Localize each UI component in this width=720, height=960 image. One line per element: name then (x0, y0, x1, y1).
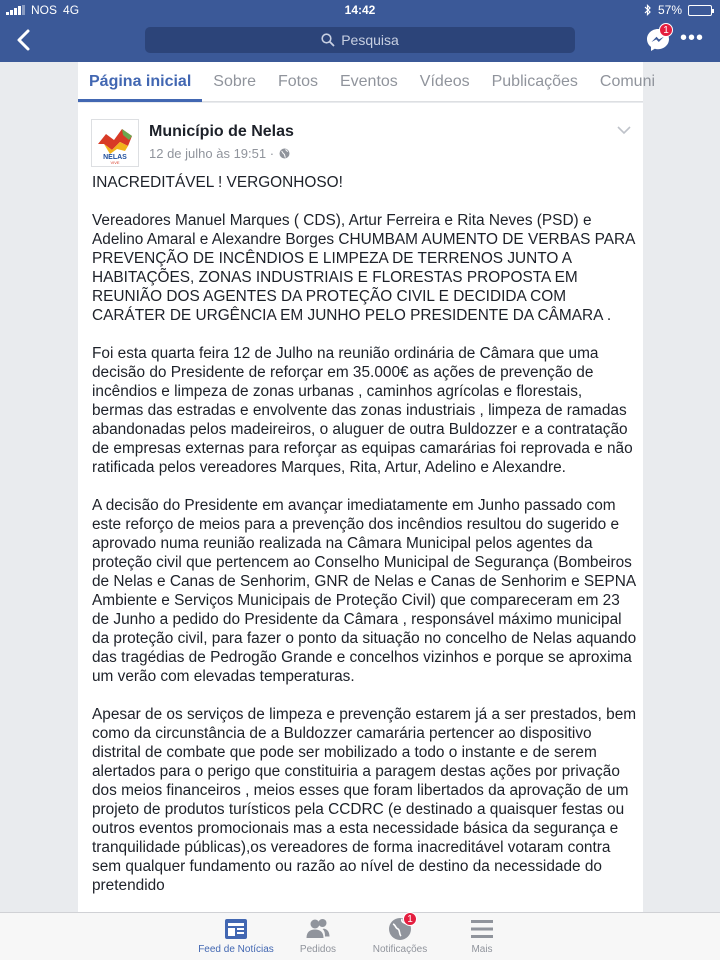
page-tabs (78, 62, 656, 102)
post-paragraph: Vereadores Manuel Marques ( CDS), Artur Ferreira e Rita Neves (PSD) e Adelino Amaral e Alexandre Borges CHUMBAM AUMENTO DE VERBAS PARA PREVENÇÃO DE INCÊNDIOS E LIMPEZA DE TERRENOS JUNTO A HABITAÇÕES, ZONAS INDUSTRIAIS E FLORESTAS PROPOSTA EM REUNIÃO DOS AGENTES DA PROTEÇÃO CIVIL E DECIDIDA COM CARÁTER DE URGÊNCIA EM JUNHO PELO PRESIDENTE DA CÂMARA . (92, 212, 635, 324)
post-paragraph: Foi esta quarta feira 12 de Julho na reunião ordinária de Câmara que uma decisão do Presidente de reforçar em 35.000€ as ações de prevenção de incêndios e limpeza de zonas urbanas , caminhos agrícolas e florestais, bermas das estradas e envolvente das zonas industriais , limpeza de ramadas abandonadas pelos madeireiros, o aluguer de outra Buldozzer e a contratação de empresas externas para reforçar as equipas camarárias foi reprovada e não ratificada pelos vereadores Marques, Rita, Artur, Adelino e Alexandre. (92, 345, 633, 476)
post-paragraph: Apesar de os serviços de limpeza e prevenção estarem já a ser prestados, bem como da circunstância de a Buldozzer camarária pertencer ao dispositivo distrital de combate que pode ser mobilizado a todo o instante e de serem alertados para o perigo que constituiria a paragem destas ações por privação dos meios financeiros , meios esses que foram libertados da aprovação de um projeto de produtos turísticos pela CCDRC (e destinado a quaisquer festas ou outros eventos promocionais mas a esta necessidade básica da segurança e tranquilidade públicas),os vereadores de forma inacreditável votaram contra sem qualquer fundamento ou razão ao nível de destino da necessidade do pretendido (92, 706, 637, 894)
tab-photos[interactable]: Fotos (277, 73, 318, 90)
bottom-tab-notifications[interactable] (355, 916, 445, 955)
tab-about[interactable]: Sobre (213, 73, 256, 90)
post-paragraph: INACREDITÁVEL ! VERGONHOSO! (92, 174, 343, 191)
search-placeholder: Pesquisa (341, 32, 399, 48)
battery-icon (688, 5, 712, 16)
public-globe-icon (279, 148, 290, 159)
top-navigation-bar (0, 0, 720, 62)
tab-community[interactable]: Comuni (599, 73, 656, 90)
carrier-label: NOS (31, 3, 58, 17)
tab-home[interactable]: Página inicial (78, 62, 202, 102)
tab-events[interactable]: Eventos (339, 73, 398, 90)
tab-videos[interactable]: Vídeos (419, 73, 470, 90)
news-feed-icon (223, 916, 249, 942)
messenger-button[interactable] (645, 27, 671, 53)
menu-icon (469, 916, 495, 942)
page-avatar[interactable] (91, 119, 139, 167)
bottom-tab-label: Feed de Notícias (198, 944, 274, 955)
post-paragraph: A decisão do Presidente em avançar imediatamente em Junho passado com este reforço de meios para a prevenção dos incêndios resultou do sugerido e aprovado numa reunião realizada na Câmara Municipal pelos agentes da proteção civil que pertencem ao Conselho Municipal de Segurança (Bombeiros de Nelas e Canas de Senhorim, GNR de Nelas e Canas de Senhorim e SEPNA Ambiente e Serviços Municipais de Proteção Civil) que compareceram em 23 de Junho a pedido do Presidente da Câmara , responsável máximo municipal da proteção civil, para fazer o ponto da situação no concelho de Nelas aquando das tragédias de Pedrogão Grande e concelhos vizinhos e porque se aproxima um verão com elevadas temperaturas. (92, 497, 637, 685)
bottom-tab-more[interactable] (437, 916, 527, 955)
nelas-logo-icon (92, 120, 138, 166)
logo-subtext: VIVE (110, 160, 120, 165)
bottom-tab-bar (0, 912, 720, 960)
bottom-tab-label: Pedidos (299, 944, 337, 955)
tab-posts[interactable]: Publicações (491, 73, 578, 90)
battery-percent: 57% (657, 3, 682, 17)
post-meta (149, 146, 290, 161)
post-text (92, 173, 637, 914)
post-card (78, 103, 643, 918)
search-input[interactable] (145, 27, 575, 53)
status-bar (0, 0, 720, 20)
notifications-badge: 1 (403, 912, 417, 926)
notifications-icon-wrap (387, 916, 413, 942)
bottom-tab-news-feed[interactable] (191, 916, 281, 955)
bottom-tab-requests[interactable] (273, 916, 363, 955)
messenger-badge: 1 (659, 23, 673, 37)
back-arrow-icon[interactable] (12, 26, 36, 54)
page-name[interactable]: Município de Nelas (149, 123, 294, 140)
logo-text: NELAS (103, 154, 127, 161)
bluetooth-icon (644, 4, 652, 16)
clock: 14:42 (344, 3, 376, 17)
bottom-tab-label: Notificações (372, 944, 428, 955)
search-icon (321, 33, 335, 47)
friend-requests-icon (305, 916, 331, 942)
chevron-down-icon[interactable] (617, 125, 631, 135)
post-timestamp[interactable]: 12 de julho às 19:51 · (149, 146, 275, 161)
status-right (644, 3, 712, 17)
network-label: 4G (63, 3, 80, 17)
bottom-tab-label: Mais (471, 944, 493, 955)
more-options-icon[interactable]: ••• (680, 27, 705, 49)
